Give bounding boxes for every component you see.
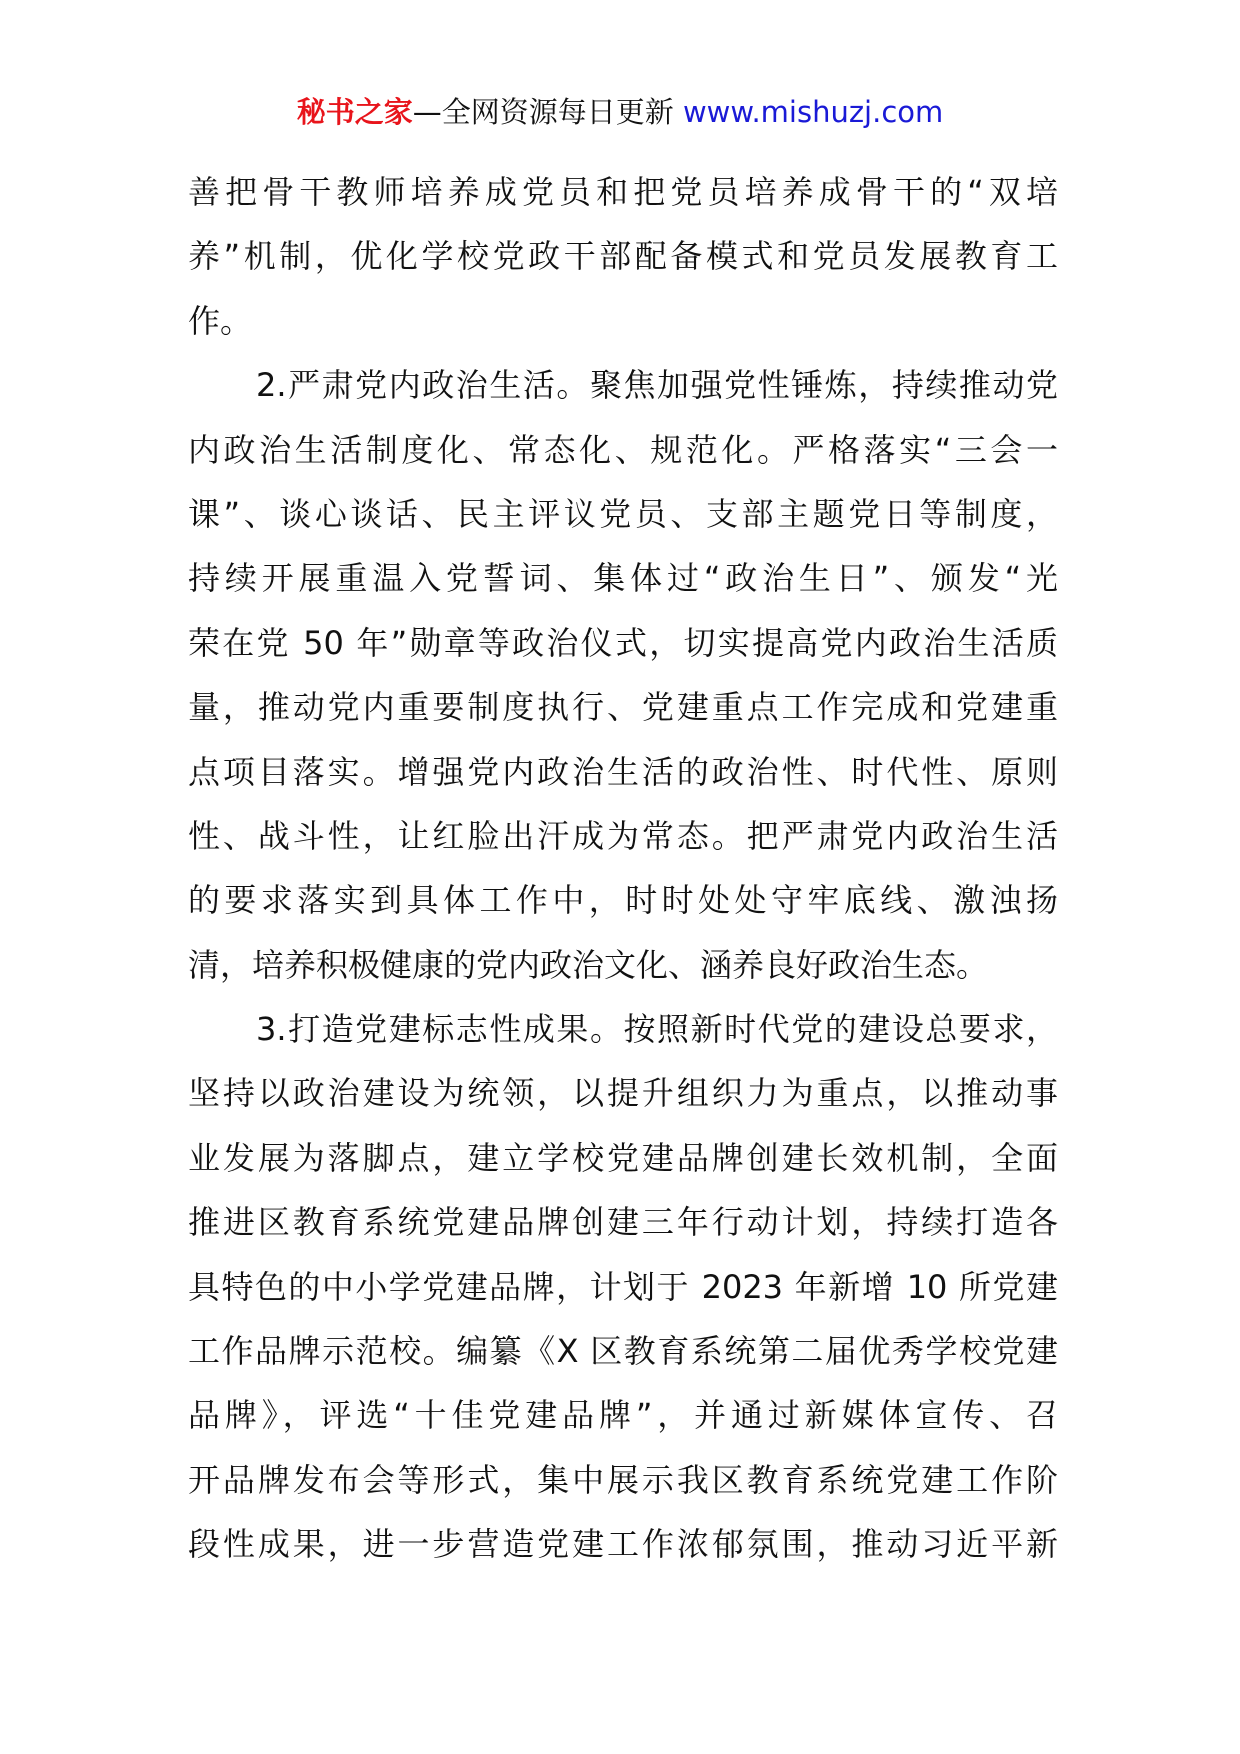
text-line: 品牌》，评选“十佳党建品牌”，并通过新媒体宣传、召 — [188, 1396, 1058, 1435]
header-brand: 秘书之家 — [296, 95, 413, 129]
text-line: 工作品牌示范校。编纂《X 区教育系统第二届优秀学校党建 — [188, 1332, 1058, 1371]
text-line: 点项目落实。增强党内政治生活的政治性、时代性、原则 — [188, 752, 1058, 791]
text-line: 段性成果，进一步营造党建工作浓郁氛围，推动习近平新 — [188, 1525, 1058, 1564]
paragraph-start-line: 2.严肃党内政治生活。聚焦加强党性锤炼，持续推动党 — [256, 366, 1058, 405]
text-line: 开品牌发布会等形式，集中展示我区教育系统党建工作阶 — [188, 1460, 1058, 1499]
text-line: 的要求落实到具体工作中，时时处处守牢底线、激浊扬 — [188, 881, 1058, 920]
document-body — [188, 160, 1058, 1577]
text-line: 具特色的中小学党建品牌，计划于 2023 年新增 10 所党建 — [188, 1267, 1058, 1306]
header-slogan: —全网资源每日更新 — [412, 95, 683, 129]
text-line: 养”机制，优化学校党政干部配备模式和党员发展教育工 — [188, 237, 1058, 276]
text-line: 业发展为落脚点，建立学校党建品牌创建长效机制，全面 — [188, 1138, 1058, 1177]
text-line: 作。 — [188, 301, 253, 340]
text-line: 推进区教育系统党建品牌创建三年行动计划，持续打造各 — [188, 1203, 1058, 1242]
text-line: 荣在党 50 年”勋章等政治仪式，切实提高党内政治生活质 — [188, 623, 1058, 662]
paragraph-start-line: 3.打造党建标志性成果。按照新时代党的建设总要求， — [256, 1010, 1058, 1049]
text-line: 坚持以政治建设为统领，以提升组织力为重点，以推动事 — [188, 1074, 1058, 1113]
header-site-link[interactable]: www.mishuzj.com — [682, 95, 944, 129]
text-line: 内政治生活制度化、常态化、规范化。严格落实“三会一 — [188, 430, 1058, 469]
text-line: 清，培养积极健康的党内政治文化、涵养良好政治生态。 — [188, 945, 989, 984]
text-line: 性、战斗性，让红脸出汗成为常态。把严肃党内政治生活 — [188, 816, 1058, 855]
text-line: 课”、谈心谈话、民主评议党员、支部主题党日等制度， — [188, 494, 1058, 533]
text-line: 持续开展重温入党誓词、集体过“政治生日”、颁发“光 — [188, 559, 1058, 598]
text-line: 量，推动党内重要制度执行、党建重点工作完成和党建重 — [188, 688, 1058, 727]
text-line: 善把骨干教师培养成党员和把党员培养成骨干的“双培 — [188, 173, 1058, 211]
page-header — [0, 92, 1240, 132]
